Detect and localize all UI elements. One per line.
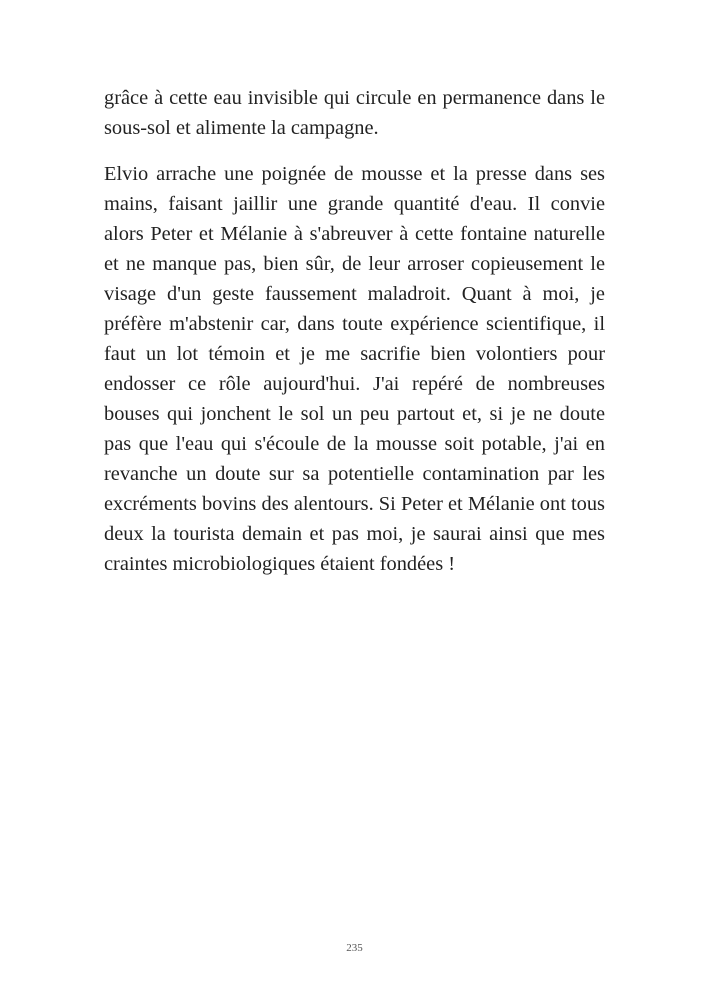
paragraph-elvio-mousse: Elvio arrache une poignée de mousse et la presse dans ses mains, faisant jaillir une grande quantité d'eau. Il convie alors Peter et Mélanie à s'abreuver à cette fontaine naturelle et ne manque pas, bien sûr, de leur arroser copieusement le visage d'un geste faussement maladroit. Quant à moi, je préfère m'abstenir car, dans toute expérience scientifique, il faut un lot témoin et je me sacrifie bien volontiers pour endosser ce rôle aujourd'hui. J'ai repéré de nombreuses bouses qui jonchent le sol un peu partout et, si je ne doute pas que l'eau qui s'écoule de la mousse soit potable, j'ai en revanche un doute sur sa potentielle contamination par les excréments bovins des alentours. Si Peter et Mélanie ont tous deux la tourista demain et pas moi, je saurai ainsi que mes craintes microbiologiques étaient fondées ! xyxy=(104,163,605,575)
page-number: 235 xyxy=(346,942,363,954)
paragraph-continuation: grâce à cette eau invisible qui circule en permanence dans le sous-sol et alimente la campagne. xyxy=(104,87,605,139)
body-text xyxy=(104,83,605,579)
